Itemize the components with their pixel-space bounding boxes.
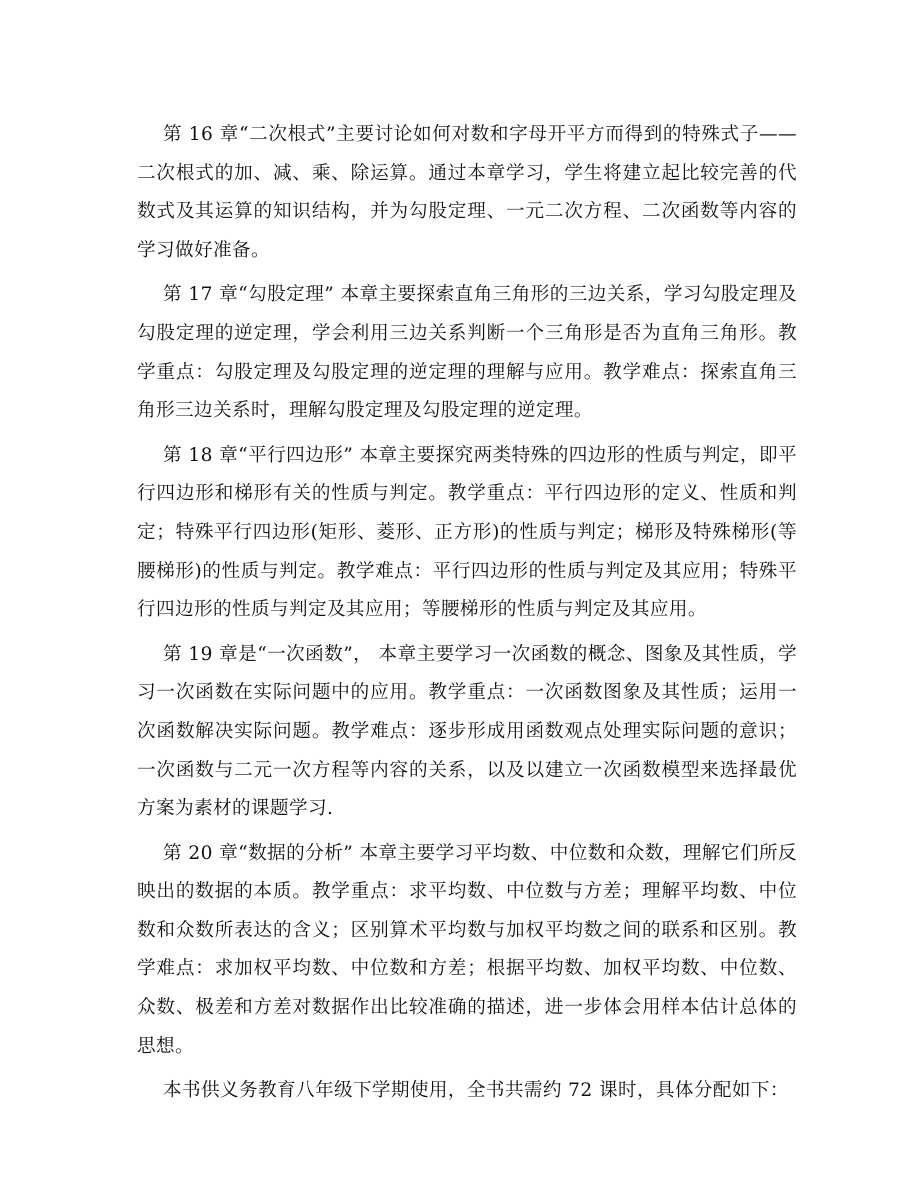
- paragraph-chapter-17: 第 17 章“勾股定理” 本章主要探索直角三角形的三边关系，学习勾股定理及勾股定理的逆定理，学会利用三边关系判断一个三角形是否为直角三角形。教学重点：勾股定理及勾股定理的逆定理的理解与应用。教学难点：探索直角三角形三边关系时，理解勾股定理及勾股定理的逆定理。: [137, 284, 797, 422]
- paragraph-chapter-16: 第 16 章“二次根式”主要讨论如何对数和字母开平方而得到的特殊式子——二次根式的加、减、乘、除运算。通过本章学习，学生将建立起比较完善的代数式及其运算的知识结构，并为勾股定理、一元二次方程、二次函数等内容的学习做好准备。: [137, 124, 797, 261]
- paragraph-chapter-18: 第 18 章“平行四边形” 本章主要探究两类特殊的四边形的性质与判定，即平行四边形和梯形有关的性质与判定。教学重点：平行四边形的定义、性质和判定；特殊平行四边形(矩形、菱形、正方形)的性质与判定；梯形及特殊梯形(等腰梯形)的性质与判定。教学难点：平行四边形的性质与判定及其应用；特殊平行四边形的性质与判定及其应用；等腰梯形的性质与判定及其应用。: [137, 444, 797, 621]
- paragraph-chapter-19: 第 19 章是“一次函数”， 本章主要学习一次函数的概念、图象及其性质，学习一次函数在实际问题中的应用。教学重点：一次函数图象及其性质；运用一次函数解决实际问题。教学难点：逐步形成用函数观点处理实际问题的意识；一次函数与二元一次方程等内容的关系，以及以建立一次函数模型来选择最优方案为素材的课题学习.: [137, 643, 797, 820]
- document-body: [137, 116, 797, 1117]
- paragraph-chapter-20: 第 20 章“数据的分析” 本章主要学习平均数、中位数和众数，理解它们所反映出的数据的本质。教学重点：求平均数、中位数与方差；理解平均数、中位数和众数所表达的含义；区别算术平均数与加权平均数之间的联系和区别。教学难点：求加权平均数、中位数和方差；根据平均数、加权平均数、中位数、众数、极差和方差对数据作出比较准确的描述，进一步体会用样本估计总体的思想。: [137, 842, 797, 1057]
- paragraph-book-usage: 本书供义务教育八年级下学期使用，全书共需约 72 课时，具体分配如下：: [163, 1080, 789, 1102]
